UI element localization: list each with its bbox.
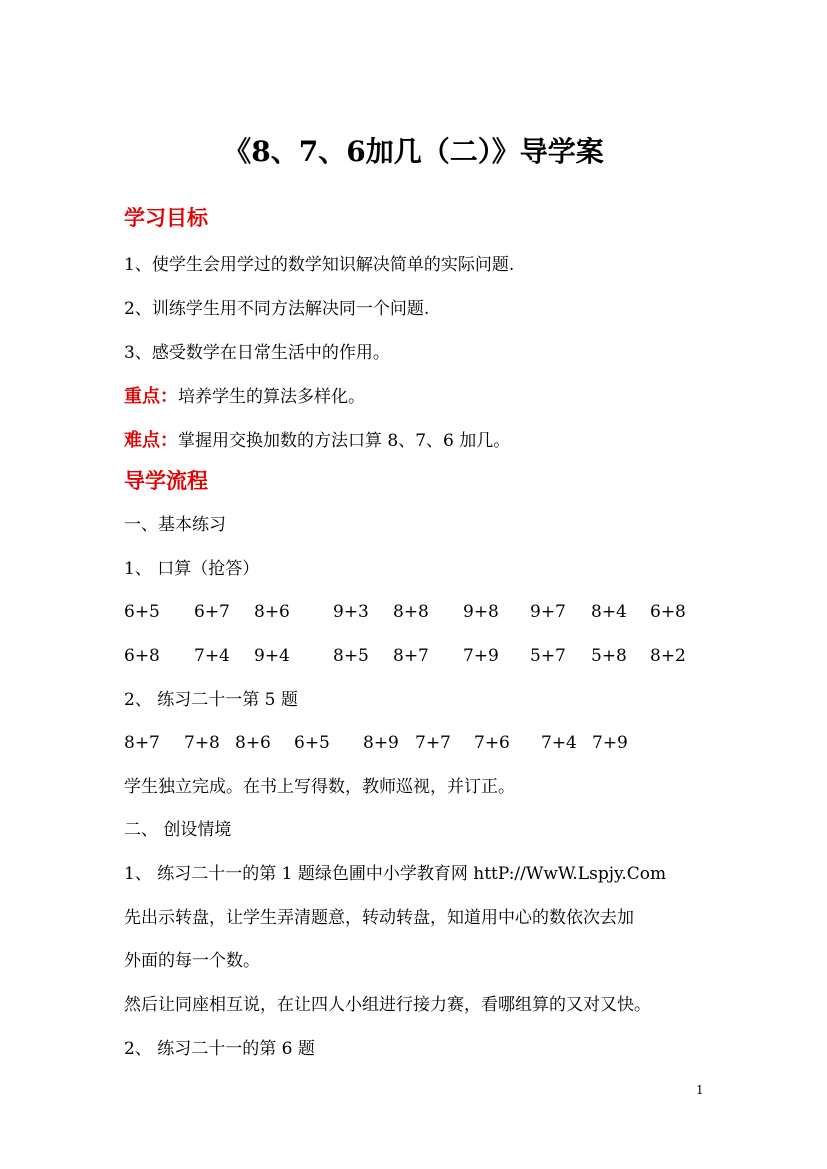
goal-1: 1、使学生会用学过的数学知识解决简单的实际问题.	[124, 255, 515, 275]
expr: 9+4	[254, 646, 290, 666]
expr: 9+8	[463, 602, 499, 622]
part2-item1-cont3: 然后让同座相互说，在让四人小组进行接力赛，看哪组算的又对又快。	[124, 995, 651, 1015]
part2-title: 二、 创设情境	[124, 820, 232, 840]
expr: 7+7	[415, 733, 451, 753]
expr: 7+4	[194, 646, 230, 666]
expr: 8+9	[363, 733, 399, 753]
goal-3: 3、感受数学在日常生活中的作用。	[124, 343, 390, 363]
part1-item1: 1、 口算（抢答）	[124, 559, 260, 579]
process-heading: 导学流程	[124, 469, 208, 493]
expr: 8+6	[254, 602, 290, 622]
expr: 7+4	[541, 733, 577, 753]
part2-item2: 2、 练习二十一的第 6 题	[124, 1039, 315, 1059]
expr: 6+8	[650, 602, 686, 622]
expr: 8+8	[393, 602, 429, 622]
page-number: 1	[696, 1083, 704, 1097]
key-text: 培养学生的算法多样化。	[178, 387, 365, 407]
expr: 7+9	[592, 733, 628, 753]
expr: 8+7	[124, 733, 160, 753]
key-label: 重点：	[124, 386, 178, 407]
expr: 5+7	[530, 646, 566, 666]
document-title: 《8、7、6加几（二）》导学案	[223, 135, 604, 168]
part1-title: 一、基本练习	[124, 515, 226, 535]
expr: 6+8	[124, 646, 160, 666]
expr: 8+6	[235, 733, 271, 753]
difficulty-text: 掌握用交换加数的方法口算 8、7、6 加几。	[178, 431, 511, 451]
expr: 9+3	[333, 602, 369, 622]
expr: 6+7	[194, 602, 230, 622]
part1-item2: 2、 练习二十一第 5 题	[124, 690, 298, 710]
expr: 7+6	[474, 733, 510, 753]
expr: 6+5	[294, 733, 330, 753]
expr: 7+9	[463, 646, 499, 666]
difficulty-point	[124, 429, 510, 453]
part1-note: 学生独立完成。在书上写得数，教师巡视，并订正。	[124, 777, 515, 797]
goals-heading: 学习目标	[124, 206, 208, 230]
difficulty-label: 难点：	[124, 430, 178, 451]
expr: 8+5	[333, 646, 369, 666]
expr: 8+2	[650, 646, 686, 666]
expr: 5+8	[591, 646, 627, 666]
goal-2: 2、训练学生用不同方法解决同一个问题.	[124, 299, 430, 319]
expr: 8+7	[393, 646, 429, 666]
expr: 8+4	[591, 602, 627, 622]
part2-item1-cont2: 外面的每一个数。	[124, 951, 260, 971]
part2-item1-cont1: 先出示转盘，让学生弄清题意，转动转盘，知道用中心的数依次去加	[124, 908, 634, 928]
expr: 7+8	[184, 733, 220, 753]
expr: 6+5	[124, 602, 160, 622]
key-point	[124, 385, 365, 409]
part2-item1: 1、 练习二十一的第 1 题绿色圃中小学教育网 httP://WwW.Lspjy.Com	[124, 864, 667, 884]
expr: 9+7	[530, 602, 566, 622]
